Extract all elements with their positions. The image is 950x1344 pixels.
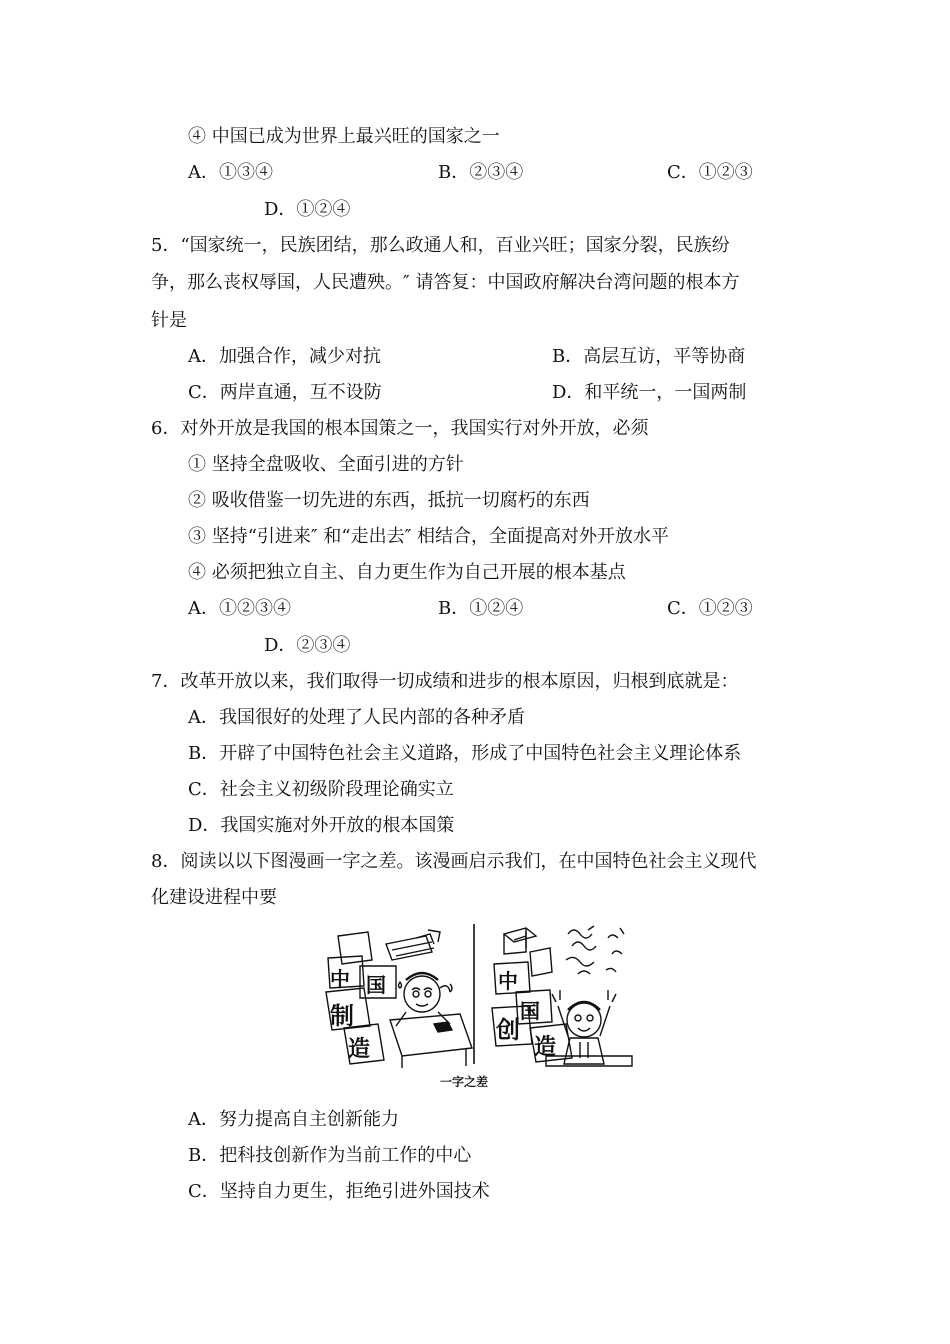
cartoon-caption: 一字之差 — [440, 1075, 489, 1089]
q4-item-4: ④ 中国已成为世界上最兴旺的国家之一 — [188, 126, 500, 147]
q5-stem-line-1: 5．“国家统一，民族团结，那么政通人和，百业兴旺；国家分裂，民族纷 — [151, 235, 730, 256]
q7-option-d: D．我国实施对外开放的根本国策 — [188, 815, 455, 836]
q6-item-2: ② 吸收借鉴一切先进的东西，抵抗一切腐朽的东西 — [188, 490, 590, 511]
q5-stem-line-2: 争，那么丧权辱国，人民遭殃。″ 请答复：中国政府解决台湾问题的根本方 — [151, 272, 740, 293]
cartoon-right-char-4: 造 — [534, 1035, 557, 1060]
q4-option-d: D．①②④ — [264, 199, 351, 220]
q8-option-b: B．把科技创新作为当前工作的中心 — [188, 1145, 472, 1166]
cartoon-left-char-3: 制 — [330, 1002, 354, 1030]
q7-stem: 7．改革开放以来，我们取得一切成绩和进步的根本原因，归根到底就是： — [151, 671, 739, 692]
q6-option-c: C．①②③ — [667, 598, 753, 619]
q7-option-c: C．社会主义初级阶段理论确实立 — [188, 779, 454, 800]
q6-option-b: B．①②④ — [438, 598, 524, 619]
q5-option-a: A．加强合作，减少对抗 — [188, 346, 381, 367]
cartoon-right-char-1: 中 — [498, 969, 518, 993]
q6-item-4: ④ 必须把独立自主、自力更生作为自己开展的根本基点 — [188, 562, 626, 583]
cartoon-left-char-2: 国 — [366, 973, 386, 997]
q8-option-c: C．坚持自力更生，拒绝引进外国技术 — [188, 1181, 490, 1202]
q6-item-3: ③ 坚持“引进来″ 和“走出去″ 相结合，全面提高对外开放水平 — [188, 526, 670, 547]
cartoon-image — [316, 924, 638, 1070]
q4-option-c: C．①②③ — [667, 162, 753, 183]
q6-stem: 6．对外开放是我国的根本国策之一，我国实行对外开放，必须 — [151, 418, 649, 439]
q6-item-1: ① 坚持全盘吸收、全面引进的方针 — [188, 454, 464, 475]
cartoon-right-char-2: 国 — [520, 999, 540, 1023]
q4-option-a: A．①③④ — [188, 162, 273, 183]
q5-option-d: D．和平统一，一国两制 — [552, 382, 747, 403]
q4-option-b: B．②③④ — [438, 162, 524, 183]
q5-option-b: B．高层互访，平等协商 — [552, 346, 746, 367]
q7-option-a: A．我国很好的处理了人民内部的各种矛盾 — [188, 707, 525, 728]
q5-stem-line-3: 针是 — [151, 310, 187, 331]
q8-option-a: A．努力提高自主创新能力 — [188, 1109, 399, 1130]
q7-option-b: B．开辟了中国特色社会主义道路，形成了中国特色社会主义理论体系 — [188, 743, 742, 764]
q6-option-d: D．②③④ — [264, 635, 351, 656]
cartoon-right-panel — [492, 926, 632, 1066]
cartoon-right-char-3: 创 — [496, 1016, 520, 1044]
cartoon-left-char-4: 造 — [348, 1037, 371, 1062]
q6-option-a: A．①②③④ — [188, 598, 291, 619]
q8-stem-line-1: 8．阅读以以下图漫画一字之差。该漫画启示我们，在中国特色社会主义现代 — [151, 851, 757, 872]
q8-stem-line-2: 化建设进程中要 — [151, 887, 277, 908]
cartoon-left-char-1: 中 — [330, 967, 350, 991]
q5-option-c: C．两岸直通，互不设防 — [188, 382, 382, 403]
